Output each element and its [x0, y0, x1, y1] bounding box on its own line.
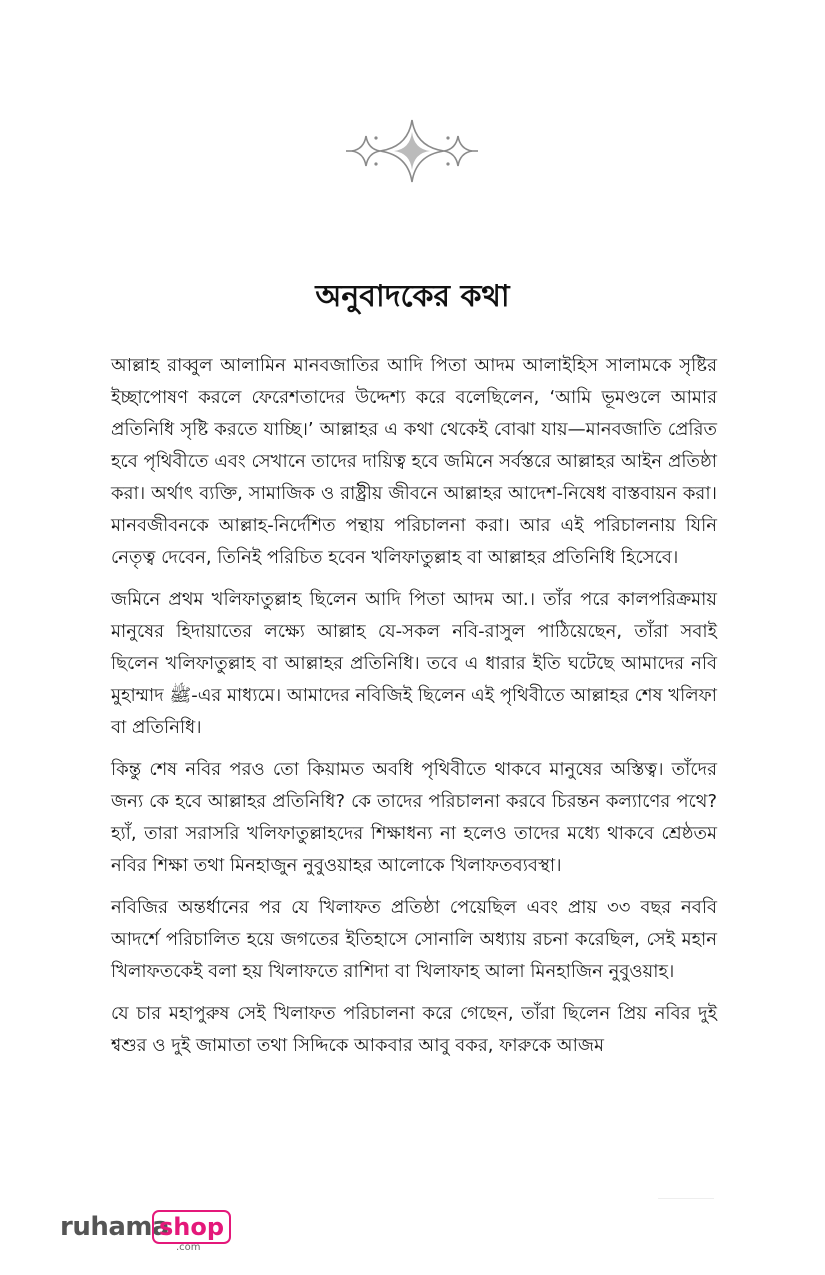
- logo-ruhama-text: ruhama: [60, 1212, 170, 1242]
- paragraph: আল্লাহ রাব্বুল আলামিন মানবজাতির আদি পিতা আদম আলাইহিস সালামকে সৃষ্টির ইচ্ছাপোষণ করলে ফেরেশতাদের উদ্দেশ্য করে বলেছিলেন, ‘আমি ভূমণ্ডলে আমার প্রতিনিধি সৃষ্টি করতে যাচ্ছি।’ আল্লাহর এ কথা থেকেই বোঝা যায়—মানবজাতি প্রেরিত হবে পৃথিবীতে এবং সেখানে তাদের দায়িত্ব হবে জমিনে সর্বস্তরে আল্লাহর আইন প্রতিষ্ঠা করা। অর্থাৎ ব্যক্তি, সামাজিক ও রাষ্ট্রীয় জীবনে আল্লাহর আদেশ-নিষেধ বাস্তবায়ন করা। মানবজীবনকে আল্লাহ-নির্দেশিত পন্থায় পরিচালনা করা। আর এই পরিচালনায় যিনি নেতৃত্ব দেবেন, তিনিই পরিচিত হবেন খলিফাতুল্লাহ বা আল্লাহর প্রতিনিধি হিসেবে।: [111, 355, 717, 568]
- ruhamashop-logo: [60, 1208, 230, 1254]
- body-text: [111, 350, 717, 1072]
- paragraph: জমিনে প্রথম খলিফাতুল্লাহ ছিলেন আদি পিতা আদম আ.। তাঁর পরে কালপরিক্রমায় মানুষের হিদায়াতের লক্ষ্যে আল্লাহ যে-সকল নবি-রাসুল পাঠিয়েছেন, তাঁরা সবাই ছিলেন খলিফাতুল্লাহ বা আল্লাহর প্রতিনিধি। তবে এ ধারার ইতি ঘটেছে আমাদের নবি মুহাম্মাদ ﷺ-এর মাধ্যমে। আমাদের নবিজিই ছিলেন এই পৃথিবীতে আল্লাহর শেষ খলিফা বা প্রতিনিধি।: [111, 589, 718, 738]
- logo-com-text: .com: [176, 1242, 201, 1253]
- paragraph: কিন্তু শেষ নবির পরও তো কিয়ামত অবধি পৃথিবীতে থাকবে মানুষের অস্তিত্ব। তাঁদের জন্য কে হবে আল্লাহর প্রতিনিধি? কে তাদের পরিচালনা করবে চিরন্তন কল্যাণের পথে? হ্যাঁ, তারা সরাসরি খলিফাতুল্লাহদের শিক্ষাধন্য না হলেও তাদের মধ্যে থাকবে শ্রেষ্ঠতম নবির শিক্ষা তথা মিনহাজুন নুবুওয়াহর আলোকে খিলাফতব্যবস্থা।: [111, 759, 717, 876]
- divider: [658, 1198, 714, 1199]
- paragraph: যে চার মহাপুরুষ সেই খিলাফত পরিচালনা করে গেছেন, তাঁরা ছিলেন প্রিয় নবির দুই শ্বশুর ও দুই জামাতা তথা সিদ্দিকে আকবার আবু বকর, ফারুকে আজম: [111, 1003, 717, 1056]
- ornament-divider-icon: [346, 116, 478, 186]
- page-title: অনুবাদকের কথা: [315, 279, 510, 314]
- paragraph: নবিজির অন্তর্ধানের পর যে খিলাফত প্রতিষ্ঠা পেয়েছিল এবং প্রায় ৩৩ বছর নববি আদর্শে পরিচালিত হয়ে জগতের ইতিহাসে সোনালি অধ্যায় রচনা করেছিল, সেই মহান খিলাফতকেই বলা হয় খিলাফতে রাশিদা বা খিলাফাহ আলা মিনহাজিন নুবুওয়াহ।: [111, 897, 717, 982]
- logo-shop-badge: shop: [152, 1210, 231, 1244]
